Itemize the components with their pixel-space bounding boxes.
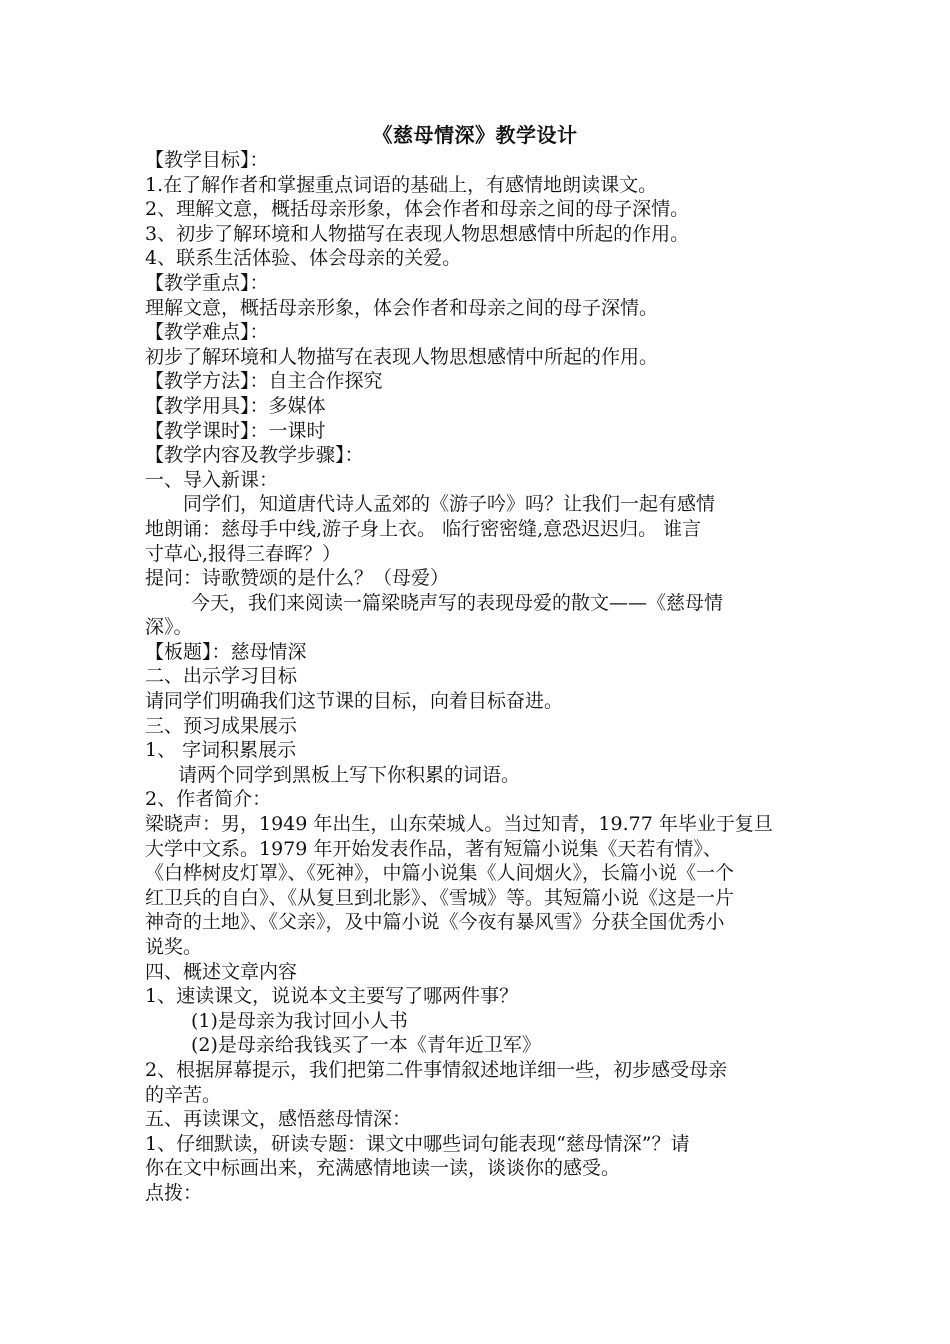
- board-title: 【板题】：慈母情深: [145, 640, 307, 663]
- key-points-text: 理解文意，概括母亲形象，体会作者和母亲之间的母子深情。: [145, 296, 659, 319]
- objective-4: 4、联系生活体验、体会母亲的关爱。: [145, 247, 462, 270]
- today-paragraph-line: 今天，我们来阅读一篇梁晓声写的表现母爱的散文——《慈母情: [191, 591, 724, 614]
- teaching-hours: 【教学课时】：一课时: [145, 419, 326, 442]
- summary-answer-1: (1)是母亲为我讨回小人书: [191, 1009, 408, 1032]
- vocab-text: 请两个同学到黑板上写下你积累的词语。: [178, 763, 521, 786]
- summary-answer-2: (2)是母亲给我钱买了一本《青年近卫军》: [191, 1034, 541, 1057]
- summary-item-2-line: 2、根据屏幕提示，我们把第二件事情叙述地详细一些，初步感受母亲: [145, 1058, 728, 1081]
- document-body: [145, 148, 813, 1206]
- guidance-label: 点拨：: [145, 1181, 203, 1204]
- author-bio-line: 红卫兵的自白》、《从复旦到北影》、《雪城》等。其短篇小说《这是一片: [145, 886, 735, 909]
- objective-2: 2、理解文意，概括母亲形象，体会作者和母亲之间的母子深情。: [145, 198, 690, 221]
- reading-task-line: 1、仔细默读，研读专题：课文中哪些词句能表现“慈母情深”？请: [145, 1132, 690, 1155]
- author-bio-line: 《白桦树皮灯罩》、《死神》，中篇小说集《人间烟火》，长篇小说《一个: [145, 862, 735, 885]
- reading-task-line: 你在文中标画出来，充满感情地读一读，谈谈你的感受。: [145, 1157, 621, 1180]
- intro-paragraph-line: 寸草心,报得三春晖？）: [145, 542, 342, 565]
- section-5-heading: 五、再读课文，感悟慈母情深：: [145, 1108, 412, 1131]
- difficulties-text: 初步了解环境和人物描写在表现人物思想感情中所起的作用。: [145, 345, 659, 368]
- intro-paragraph-line: 地朗诵：慈母手中线,游子身上衣。 临行密密缝,意恐迟迟归。 谁言: [145, 517, 702, 540]
- heading-key-points: 【教学重点】：: [145, 271, 269, 294]
- author-heading: 2、作者简介：: [145, 788, 272, 811]
- section-1-heading: 一、导入新课：: [145, 468, 279, 491]
- heading-objectives: 【教学目标】：: [145, 149, 269, 171]
- objective-3: 3、初步了解环境和人物描写在表现人物思想感情中所起的作用。: [145, 222, 690, 245]
- summary-question: 1、速读课文，说说本文主要写了哪两件事？: [145, 985, 519, 1008]
- section-2-heading: 二、出示学习目标: [145, 665, 298, 688]
- intro-paragraph-line: 同学们，知道唐代诗人孟郊的《游子吟》吗？让我们一起有感情: [183, 493, 716, 516]
- question-line: 提问：诗歌赞颂的是什么？（母爱）: [145, 567, 450, 590]
- author-bio-line: 说奖。: [145, 936, 203, 958]
- section-3-heading: 三、预习成果展示: [145, 714, 298, 737]
- objective-1: 1.在了解作者和掌握重点词语的基础上，有感情地朗读课文。: [145, 173, 658, 196]
- vocab-item: 1、 字词积累展示: [145, 739, 297, 762]
- document-title: 《慈母情深》教学设计: [372, 123, 578, 147]
- heading-steps: 【教学内容及教学步骤】：: [145, 444, 364, 467]
- author-bio-line: 神奇的土地》、《父亲》，及中篇小说《今夜有暴风雪》分获全国优秀小: [145, 911, 725, 934]
- section-2-text: 请同学们明确我们这节课的目标，向着目标奋进。: [145, 690, 564, 713]
- teaching-method: 【教学方法】：自主合作探究: [145, 370, 383, 393]
- today-paragraph-line: 深》。: [145, 616, 193, 639]
- section-4-heading: 四、概述文章内容: [145, 960, 298, 983]
- author-bio-line: 大学中文系。1979 年开始发表作品，著有短篇小说集《天若有情》、: [145, 837, 722, 860]
- teaching-tools: 【教学用具】：多媒体: [145, 394, 326, 417]
- summary-item-2-line: 的辛苦。: [145, 1083, 222, 1106]
- heading-difficulties: 【教学难点】：: [145, 321, 269, 344]
- author-bio-line: 梁晓声：男，1949 年出生，山东荣城人。当过知青，19.77 年毕业于复旦: [145, 813, 773, 836]
